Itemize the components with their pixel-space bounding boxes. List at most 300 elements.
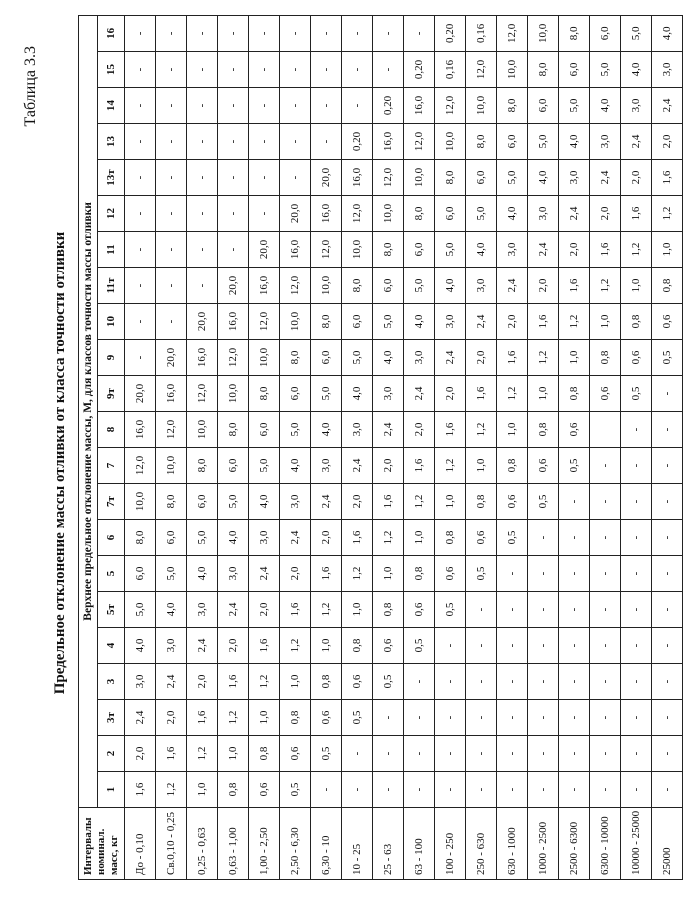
class-column-header: 4	[98, 628, 125, 664]
class-column-header: 13т	[98, 160, 125, 196]
deviation-cell: -	[621, 592, 652, 628]
deviation-cell: -	[652, 448, 683, 484]
deviation-cell: -	[311, 772, 342, 808]
deviation-cell: 0,20	[342, 124, 373, 160]
interval-cell: 63 - 100	[404, 808, 435, 880]
deviation-cell: 0,5	[311, 736, 342, 772]
interval-cell: 0,63 - 1,00	[218, 808, 249, 880]
table-body	[125, 15, 683, 879]
deviation-cell: 2,4	[249, 556, 280, 592]
deviation-cell: 0,16	[435, 52, 466, 88]
deviation-cell: 1,6	[373, 484, 404, 520]
deviation-cell: 6,0	[156, 520, 187, 556]
deviation-cell: -	[559, 700, 590, 736]
deviation-cell: -	[187, 160, 218, 196]
deviation-cell: -	[497, 700, 528, 736]
table-row	[125, 15, 156, 879]
class-column-header: 7т	[98, 484, 125, 520]
deviation-cell: -	[528, 628, 559, 664]
deviation-cell: -	[125, 196, 156, 232]
deviation-cell: 4,0	[249, 484, 280, 520]
deviation-cell: 5,0	[311, 376, 342, 412]
deviation-cell: 0,16	[466, 15, 497, 51]
deviation-cell: 1,2	[249, 664, 280, 700]
deviation-cell: 1,6	[621, 196, 652, 232]
deviation-cell: -	[652, 664, 683, 700]
deviation-cell: 2,4	[652, 88, 683, 124]
deviation-cell: 1,6	[187, 700, 218, 736]
interval-cell: 0,25 - 0,63	[187, 808, 218, 880]
deviation-cell: 4,0	[404, 304, 435, 340]
deviation-cell: -	[435, 664, 466, 700]
deviation-cell: 1,2	[342, 556, 373, 592]
deviation-cell: 6,0	[590, 15, 621, 51]
deviation-cell: 1,2	[156, 772, 187, 808]
deviation-cell: -	[528, 592, 559, 628]
table-row	[342, 15, 373, 879]
deviation-cell: -	[156, 88, 187, 124]
deviation-cell: -	[590, 736, 621, 772]
deviation-cell: 1,2	[404, 484, 435, 520]
deviation-cell: 20,0	[280, 196, 311, 232]
deviation-cell: -	[218, 196, 249, 232]
deviation-cell: 0,8	[218, 772, 249, 808]
deviation-cell: -	[559, 628, 590, 664]
deviation-cell: 0,6	[652, 304, 683, 340]
deviation-cell: -	[497, 664, 528, 700]
deviation-cell: -	[218, 124, 249, 160]
deviation-cell: -	[218, 15, 249, 51]
deviation-cell: 16,0	[280, 232, 311, 268]
deviation-cell: -	[621, 772, 652, 808]
deviation-cell: -	[621, 412, 652, 448]
deviation-cell: -	[280, 124, 311, 160]
interval-cell: 2500 - 6300	[559, 808, 590, 880]
deviation-cell: -	[125, 15, 156, 51]
deviation-cell: -	[621, 664, 652, 700]
deviation-cell: 1,0	[218, 736, 249, 772]
deviation-cell: 2,0	[156, 700, 187, 736]
deviation-cell: 3,0	[187, 592, 218, 628]
deviation-cell: 2,0	[497, 304, 528, 340]
deviation-cell: -	[373, 736, 404, 772]
deviation-cell: 0,6	[466, 520, 497, 556]
deviation-cell: -	[311, 124, 342, 160]
deviation-cell: 3,0	[249, 520, 280, 556]
deviation-cell: -	[249, 88, 280, 124]
deviation-cell: -	[466, 772, 497, 808]
deviation-cell: -	[652, 700, 683, 736]
deviation-cell: -	[559, 484, 590, 520]
deviation-cell: -	[280, 52, 311, 88]
table-row	[528, 15, 559, 879]
deviation-cell: 0,20	[373, 88, 404, 124]
interval-cell: 1,00 - 2,50	[249, 808, 280, 880]
deviation-cell: 0,5	[528, 484, 559, 520]
deviation-cell: 8,0	[125, 520, 156, 556]
deviation-cell: 6,0	[218, 448, 249, 484]
table-row	[249, 15, 280, 879]
deviation-cell: -	[621, 700, 652, 736]
interval-cell: 6,30 - 10	[311, 808, 342, 880]
deviation-cell: -	[125, 268, 156, 304]
deviation-cell: -	[187, 88, 218, 124]
deviation-cell: 0,6	[280, 736, 311, 772]
deviation-cell: 8,0	[187, 448, 218, 484]
deviation-cell: 2,4	[404, 376, 435, 412]
deviation-cell: 2,4	[497, 268, 528, 304]
deviation-cell: 0,8	[621, 304, 652, 340]
deviation-cell: 2,4	[187, 628, 218, 664]
deviation-cell: 2,0	[311, 520, 342, 556]
deviation-cell: 8,0	[435, 160, 466, 196]
deviation-cell: 1,2	[528, 340, 559, 376]
deviation-cell: 0,8	[466, 484, 497, 520]
deviation-cell: 6,0	[435, 196, 466, 232]
interval-cell: 100 - 250	[435, 808, 466, 880]
deviation-cell: -	[590, 628, 621, 664]
class-column-header: 12	[98, 196, 125, 232]
deviation-cell: 12,0	[497, 15, 528, 51]
deviation-cell: 2,4	[156, 664, 187, 700]
deviation-cell: -	[466, 700, 497, 736]
deviation-cell: 10,0	[187, 412, 218, 448]
table-title: Предельное отклонение массы отливки от класса точности отливки	[52, 231, 68, 695]
deviation-cell: 3,0	[373, 376, 404, 412]
deviation-cell: -	[218, 52, 249, 88]
deviation-cell: 5,0	[156, 556, 187, 592]
deviation-cell: -	[156, 15, 187, 51]
deviation-cell: -	[652, 772, 683, 808]
deviation-cell: -	[311, 88, 342, 124]
table-label: Таблица 3.3	[22, 46, 39, 127]
deviation-cell: -	[404, 700, 435, 736]
deviation-cell: 1,6	[218, 664, 249, 700]
deviation-cell: 1,0	[249, 700, 280, 736]
table-row	[435, 15, 466, 879]
deviation-cell: 2,0	[187, 664, 218, 700]
deviation-cell: -	[156, 304, 187, 340]
deviation-cell: 1,6	[559, 268, 590, 304]
deviation-cell: -	[652, 412, 683, 448]
deviation-cell: 6,0	[466, 160, 497, 196]
deviation-cell: 0,8	[435, 520, 466, 556]
deviation-cell: 1,2	[621, 232, 652, 268]
deviation-cell: -	[590, 664, 621, 700]
deviation-cell: -	[652, 520, 683, 556]
deviation-cell: 6,0	[404, 232, 435, 268]
deviation-cell: 0,8	[342, 628, 373, 664]
deviation-cell: 0,5	[373, 664, 404, 700]
deviation-cell: -	[559, 736, 590, 772]
deviation-cell: 4,0	[373, 340, 404, 376]
deviation-cell: -	[528, 772, 559, 808]
deviation-cell: 4,0	[559, 124, 590, 160]
deviation-cell: 1,2	[559, 304, 590, 340]
deviation-cell: 1,2	[280, 628, 311, 664]
deviation-cell: 2,4	[342, 448, 373, 484]
deviation-cell: 2,0	[404, 412, 435, 448]
deviation-cell: -	[280, 88, 311, 124]
deviation-cell: -	[125, 304, 156, 340]
deviation-cell: 1,0	[373, 556, 404, 592]
deviation-cell: -	[435, 700, 466, 736]
deviation-cell: 0,20	[404, 52, 435, 88]
deviation-cell: -	[249, 52, 280, 88]
deviation-cell: 0,6	[249, 772, 280, 808]
class-column-header: 15	[98, 52, 125, 88]
deviation-cell: 0,20	[435, 15, 466, 51]
deviation-cell: -	[187, 232, 218, 268]
deviation-cell: 1,0	[187, 772, 218, 808]
table-row	[652, 15, 683, 879]
deviation-cell: 1,6	[590, 232, 621, 268]
deviation-cell: 5,0	[373, 304, 404, 340]
deviation-cell: -	[342, 772, 373, 808]
deviation-cell: 2,4	[218, 592, 249, 628]
deviation-cell: 4,0	[528, 160, 559, 196]
deviation-cell: 0,6	[621, 340, 652, 376]
table-row	[590, 15, 621, 879]
deviation-cell: 4,0	[218, 520, 249, 556]
deviation-cell: 12,0	[373, 160, 404, 196]
interval-cell: Св.0,10 - 0,25	[156, 808, 187, 880]
deviation-cell: 20,0	[125, 376, 156, 412]
deviation-cell: -	[187, 196, 218, 232]
deviation-cell: -	[156, 268, 187, 304]
deviation-cell: 5,0	[497, 160, 528, 196]
deviation-cell: 3,0	[621, 88, 652, 124]
deviation-cell: -	[652, 484, 683, 520]
deviation-cell: -	[559, 664, 590, 700]
deviation-cell: -	[621, 520, 652, 556]
deviation-cell: 3,0	[311, 448, 342, 484]
deviation-cell: -	[559, 556, 590, 592]
class-column-header: 9т	[98, 376, 125, 412]
class-column-header: 6	[98, 520, 125, 556]
deviation-cell: 8,0	[218, 412, 249, 448]
deviation-cell: 1,2	[466, 412, 497, 448]
deviation-cell: -	[187, 124, 218, 160]
deviation-cell: -	[187, 52, 218, 88]
deviation-cell: 3,0	[404, 340, 435, 376]
interval-cell: 1000 - 2500	[528, 808, 559, 880]
deviation-cell: 16,0	[311, 196, 342, 232]
deviation-cell: 0,6	[497, 484, 528, 520]
deviation-cell: -	[373, 15, 404, 51]
deviation-cell: 20,0	[249, 232, 280, 268]
deviation-cell: 12,0	[125, 448, 156, 484]
deviation-cell: 1,0	[652, 232, 683, 268]
table-row	[311, 15, 342, 879]
deviation-cell: 3,0	[342, 412, 373, 448]
class-column-header: 2	[98, 736, 125, 772]
deviation-cell: -	[249, 196, 280, 232]
deviation-cell: 20,0	[311, 160, 342, 196]
deviation-cell: 2,0	[125, 736, 156, 772]
deviation-cell: -	[187, 268, 218, 304]
deviation-cell: -	[125, 52, 156, 88]
deviation-cell: -	[311, 52, 342, 88]
deviation-cell: -	[435, 736, 466, 772]
deviation-cell: 8,0	[342, 268, 373, 304]
deviation-cell: 4,0	[125, 628, 156, 664]
deviation-cell: 0,5	[466, 556, 497, 592]
deviation-cell: 0,8	[280, 700, 311, 736]
deviation-cell: 1,0	[590, 304, 621, 340]
deviation-cell: 1,0	[404, 520, 435, 556]
deviation-cell: -	[218, 160, 249, 196]
deviation-cell: -	[528, 664, 559, 700]
table-row	[497, 15, 528, 879]
deviation-cell: 4,0	[590, 88, 621, 124]
deviation-cell: 2,0	[342, 484, 373, 520]
deviation-cell: 4,0	[187, 556, 218, 592]
deviation-cell: 8,0	[528, 52, 559, 88]
deviation-cell: 3,0	[652, 52, 683, 88]
deviation-cell: 6,0	[342, 304, 373, 340]
deviation-cell: -	[652, 736, 683, 772]
deviation-cell: 1,0	[528, 376, 559, 412]
deviation-cell: 5,0	[125, 592, 156, 628]
deviation-cell: -	[373, 772, 404, 808]
deviation-cell: -	[156, 196, 187, 232]
deviation-cell: 16,0	[373, 124, 404, 160]
deviation-cell: 20,0	[156, 340, 187, 376]
deviation-cell: 2,4	[311, 484, 342, 520]
deviation-cell: 1,6	[435, 412, 466, 448]
deviation-cell: -	[125, 160, 156, 196]
deviation-cell: -	[373, 700, 404, 736]
class-column-header: 5т	[98, 592, 125, 628]
deviation-cell: 0,6	[435, 556, 466, 592]
deviation-cell: 2,4	[559, 196, 590, 232]
deviation-cell: 20,0	[218, 268, 249, 304]
deviation-cell: -	[404, 736, 435, 772]
deviation-cell: 6,0	[373, 268, 404, 304]
deviation-cell: -	[249, 124, 280, 160]
deviation-cell: 8,0	[466, 124, 497, 160]
interval-cell: 10 - 25	[342, 808, 373, 880]
deviation-cell: 1,6	[280, 592, 311, 628]
deviation-cell: 2,4	[621, 124, 652, 160]
deviation-cell: 0,8	[528, 412, 559, 448]
deviation-cell: -	[466, 628, 497, 664]
deviation-cell: -	[435, 772, 466, 808]
deviation-cell: 3,0	[218, 556, 249, 592]
deviation-cell: 1,2	[373, 520, 404, 556]
deviation-cell: -	[249, 160, 280, 196]
deviation-cell: 16,0	[125, 412, 156, 448]
deviation-cell: 1,6	[528, 304, 559, 340]
deviation-cell: 10,0	[528, 15, 559, 51]
deviation-cell: 1,6	[404, 448, 435, 484]
deviation-cell: 16,0	[249, 268, 280, 304]
deviation-cell: 16,0	[342, 160, 373, 196]
deviation-cell: 16,0	[218, 304, 249, 340]
deviation-cell: -	[559, 520, 590, 556]
deviation-cell: 0,8	[373, 592, 404, 628]
deviation-cell: 12,0	[466, 52, 497, 88]
interval-cell: 630 - 1000	[497, 808, 528, 880]
deviation-cell: 1,2	[590, 268, 621, 304]
deviation-cell: 5,0	[466, 196, 497, 232]
deviation-cell: -	[342, 88, 373, 124]
deviation-cell: -	[435, 628, 466, 664]
deviation-cell: 10,0	[466, 88, 497, 124]
deviation-cell: 5,0	[435, 232, 466, 268]
deviation-cell: 10,0	[280, 304, 311, 340]
deviation-cell: 0,6	[528, 448, 559, 484]
deviation-span-header: Верхнее предельное отклонение массы, М, для классов точности массы отливки	[79, 15, 98, 807]
deviation-cell: 2,0	[621, 160, 652, 196]
deviation-cell: -	[652, 628, 683, 664]
deviation-cell: 16,0	[404, 88, 435, 124]
deviation-cell: 0,5	[404, 628, 435, 664]
deviation-cell: -	[280, 160, 311, 196]
deviation-cell: 1,0	[621, 268, 652, 304]
table-row	[404, 15, 435, 879]
deviation-cell: 16,0	[187, 340, 218, 376]
deviation-cell: 20,0	[187, 304, 218, 340]
deviation-cell: -	[621, 736, 652, 772]
deviation-cell: -	[218, 232, 249, 268]
class-column-header: 13	[98, 124, 125, 160]
table-row	[373, 15, 404, 879]
deviation-cell: 12,0	[156, 412, 187, 448]
class-column-header: 11т	[98, 268, 125, 304]
deviation-cell: 4,0	[621, 52, 652, 88]
deviation-cell: 12,0	[342, 196, 373, 232]
deviation-cell: 0,8	[249, 736, 280, 772]
deviation-cell: 0,5	[497, 520, 528, 556]
deviation-cell: 0,6	[404, 592, 435, 628]
deviation-cell: 1,6	[156, 736, 187, 772]
deviation-cell: 0,8	[590, 340, 621, 376]
deviation-cell: 10,0	[342, 232, 373, 268]
deviation-cell: 0,6	[590, 376, 621, 412]
deviation-cell	[590, 412, 621, 448]
deviation-cell: 2,0	[280, 556, 311, 592]
deviation-cell: 10,0	[311, 268, 342, 304]
interval-header: Интервалы номинал. масс, кг	[79, 808, 125, 880]
deviation-cell: 1,6	[342, 520, 373, 556]
deviation-cell: 1,2	[652, 196, 683, 232]
deviation-cell: 8,0	[280, 340, 311, 376]
deviation-cell: 2,0	[218, 628, 249, 664]
deviation-cell: 2,4	[466, 304, 497, 340]
deviation-cell: 6,0	[528, 88, 559, 124]
deviation-cell: 3,0	[559, 160, 590, 196]
class-column-header: 1	[98, 772, 125, 808]
table-row	[187, 15, 218, 879]
deviation-cell: 6,0	[311, 340, 342, 376]
deviation-cell: 5,0	[559, 88, 590, 124]
interval-cell: 25 - 63	[373, 808, 404, 880]
interval-cell: До - 0,10	[125, 808, 156, 880]
deviation-cell: -	[342, 15, 373, 51]
deviation-cell: 2,4	[590, 160, 621, 196]
deviation-cell: 6,0	[187, 484, 218, 520]
deviation-cell: 3,0	[156, 628, 187, 664]
deviation-cell: 12,0	[187, 376, 218, 412]
deviation-cell: -	[497, 556, 528, 592]
deviation-cell: -	[621, 556, 652, 592]
interval-cell: 250 - 630	[466, 808, 497, 880]
deviation-cell: 16,0	[156, 376, 187, 412]
deviation-cell: 12,0	[311, 232, 342, 268]
deviation-cell: 4,0	[342, 376, 373, 412]
